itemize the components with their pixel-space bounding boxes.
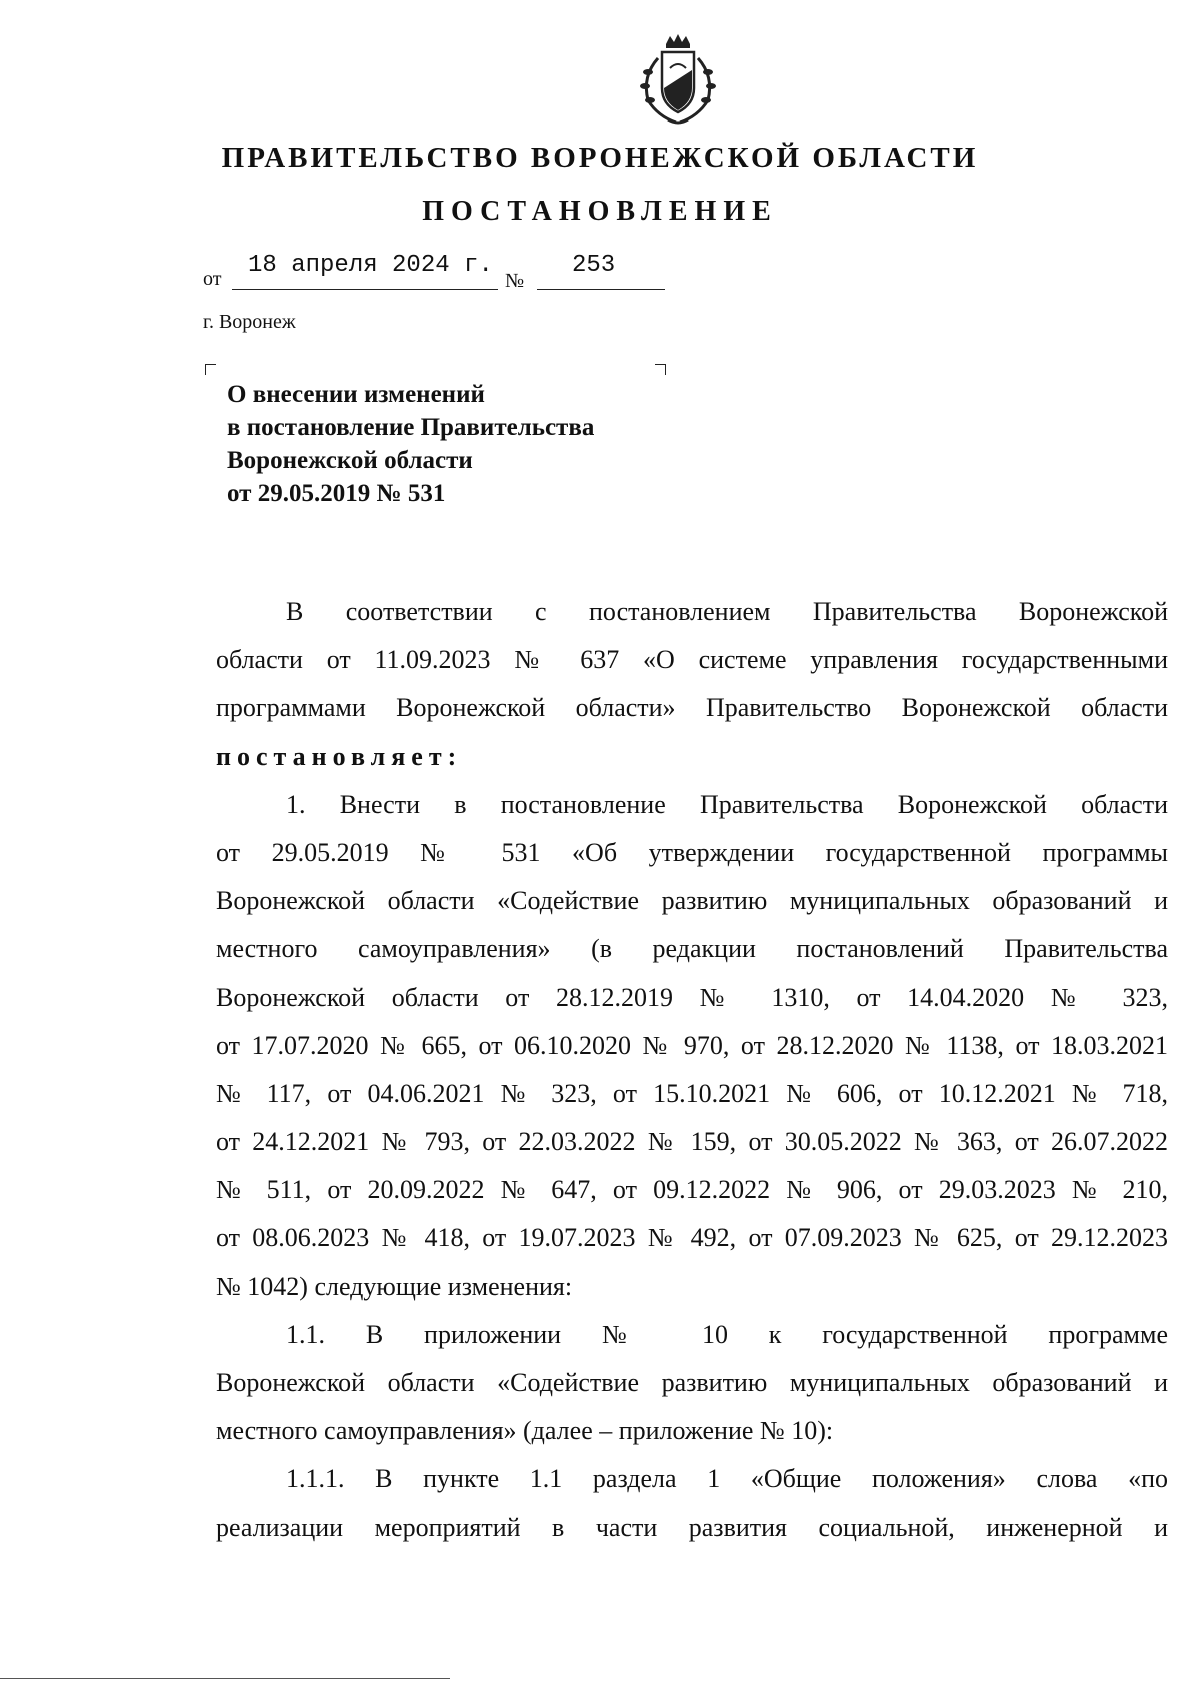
- document-date: 18 апреля 2024 г.: [248, 252, 493, 279]
- number-underline: [537, 289, 665, 290]
- body-line: Воронежской области «Содействие развитию муниципальных образований и: [216, 1368, 1168, 1397]
- subject-line: от 29.05.2019 № 531: [227, 480, 446, 507]
- city-name: г. Воронеж: [203, 311, 296, 333]
- body-line: Воронежской области от 28.12.2019 № 1310, от 14.04.2020 № 323,: [216, 982, 1168, 1012]
- document-body: [216, 588, 1168, 1552]
- body-line: местного самоуправления» (далее – приложение № 10):: [216, 1416, 834, 1446]
- subject-bracket-left: [205, 364, 216, 375]
- body-line: № 1042) следующие изменения:: [216, 1271, 573, 1301]
- body-line: В соответствии с постановлением Правительства Воронежской: [286, 597, 1168, 626]
- government-name: ПРАВИТЕЛЬСТВО ВОРОНЕЖСКОЙ ОБЛАСТИ: [221, 142, 979, 174]
- body-line: № 117, от 04.06.2021 № 323, от 15.10.2021 № 606, от 10.12.2021 № 718,: [216, 1078, 1168, 1108]
- body-line: реализации мероприятий в части развития социальной, инженерной и: [216, 1512, 1168, 1542]
- number-label: №: [505, 270, 525, 292]
- body-line: Воронежской области «Содействие развитию муниципальных образований и: [216, 886, 1168, 916]
- subject-line: О внесении изменений: [227, 381, 485, 408]
- subject-line: Воронежской области: [227, 447, 473, 474]
- footer-rule: [0, 1678, 450, 1679]
- date-underline: [232, 289, 498, 290]
- subject-line: в постановление Правительства: [227, 414, 595, 441]
- body-line: области от 11.09.2023 № 637 «О системе управления государственными: [216, 645, 1168, 675]
- resolves-word: постановляет:: [216, 741, 463, 771]
- body-line: № 511, от 20.09.2022 № 647, от 09.12.2022 № 906, от 29.03.2023 № 210,: [216, 1175, 1168, 1205]
- body-line: от 29.05.2019 № 531 «Об утверждении государственной программы: [216, 837, 1168, 867]
- subject-bracket-right: [655, 364, 666, 375]
- coat-of-arms-icon: [628, 30, 728, 130]
- body-line: 1. Внести в постановление Правительства Воронежской области: [286, 789, 1168, 819]
- body-line: местного самоуправления» (в редакции постановлений Правительства: [216, 934, 1168, 964]
- body-line: от 17.07.2020 № 665, от 06.10.2020 № 970, от 28.12.2020 № 1138, от 18.03.2021: [216, 1030, 1168, 1060]
- document-number: 253: [572, 252, 616, 279]
- body-line: программами Воронежской области» Правительство Воронежской области: [216, 693, 1168, 723]
- body-line: 1.1.1. В пункте 1.1 раздела 1 «Общие положения» слова «по: [286, 1464, 1168, 1494]
- document-type: ПОСТАНОВЛЕНИЕ: [422, 196, 778, 227]
- date-prefix-label: от: [203, 268, 222, 290]
- body-line: от 24.12.2021 № 793, от 22.03.2022 № 159, от 30.05.2022 № 363, от 26.07.2022: [216, 1127, 1168, 1157]
- body-line: 1.1. В приложении № 10 к государственной программе: [286, 1319, 1168, 1349]
- document-subject: [227, 378, 594, 510]
- body-line: от 08.06.2023 № 418, от 19.07.2023 № 492, от 07.09.2023 № 625, от 29.12.2023: [216, 1223, 1168, 1253]
